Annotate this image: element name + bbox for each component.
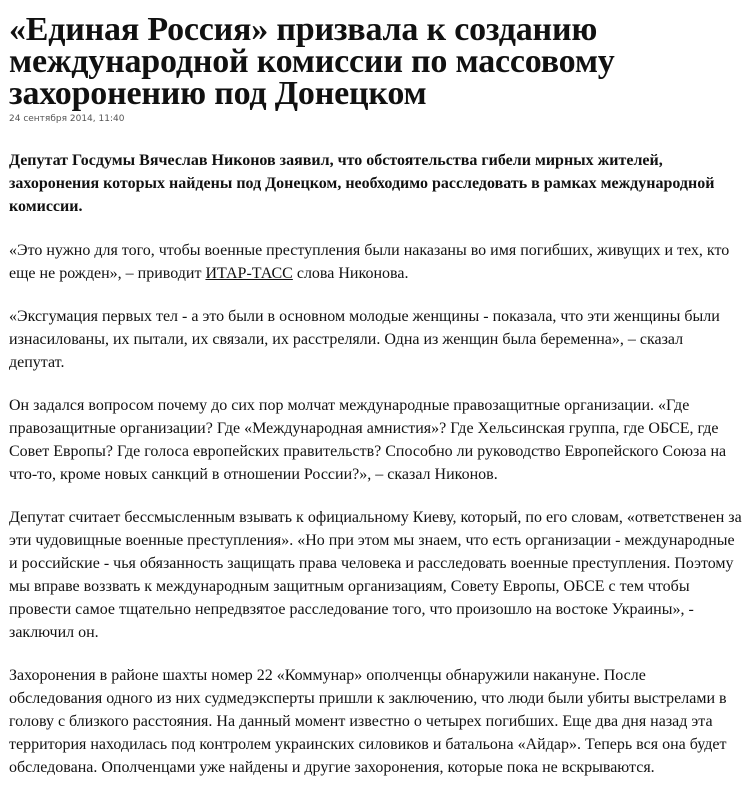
paragraph-1-text-before: «Это нужно для того, чтобы военные преступления были наказаны во имя погибших, живущих и тех, кто еще не рожден», – приводит — [9, 242, 730, 282]
paragraph-4: Депутат считает бессмысленным взывать к официальному Киеву, который, по его словам, «ответственен за эти чудовищные военные преступления». «Но при этом мы знаем, что есть организации - международные и российские - чья обязанность защищать права человека и расследовать военные преступления. Поэтому мы вправе воззвать к международным защитным организациям, Совету Европы, ОБСЕ с тем чтобы провести самое тщательно непредвзятое расследование того, что произошло на востоке Украины», - заключил он. — [9, 509, 742, 641]
paragraph-3: Он задался вопросом почему до сих пор молчат международные правозащитные организации. «Где правозащитные организации? Где «Международная амнистия»? Где Хельсинская группа, где ОБСЕ, где Совет Европы? Где голоса европейских правительств? Способно ли руководство Европейского Союза на что-то, кроме новых санкций в отношении России?», – сказал Никонов. — [9, 397, 727, 483]
source-link-itar-tass[interactable]: ИТАР-ТАСС — [205, 265, 293, 282]
article-date: 24 сентября 2014, 11:40 — [9, 114, 125, 124]
article-lead: Депутат Госдумы Вячеслав Никонов заявил, что обстоятельства гибели мирных жителей, захоронения которых найдены под Донецком, необходимо расследовать в рамках международной комиссии. — [9, 152, 715, 215]
paragraph-1-text-after: слова Никонова. — [292, 265, 409, 282]
paragraph-2: «Эксгумация первых тел - а это были в основном молодые женщины - показала, что эти женщины были изнасилованы, их пытали, их связали, их расстреляли. Одна из женщин была беременна», – сказал депутат. — [9, 308, 720, 371]
article-title: «Единая Россия» призвала к созданию международной комиссии по массовому захоронению под Донецком — [9, 11, 615, 112]
paragraph-5: Захоронения в районе шахты номер 22 «Коммунар» ополченцы обнаружили накануне. После обследования одного из них судмедэксперты пришли к заключению, что люди были убиты выстрелами в голову с близкого расстояния. На данный момент известно о четырех погибших. Еще два дня назад эта территория находилась под контролем украинских силовиков и батальона «Айдар». Теперь вся она будет обследована. Ополченцами уже найдены и другие захоронения, которые пока не вскрываются. — [9, 667, 727, 776]
paragraph-1 — [9, 239, 742, 285]
